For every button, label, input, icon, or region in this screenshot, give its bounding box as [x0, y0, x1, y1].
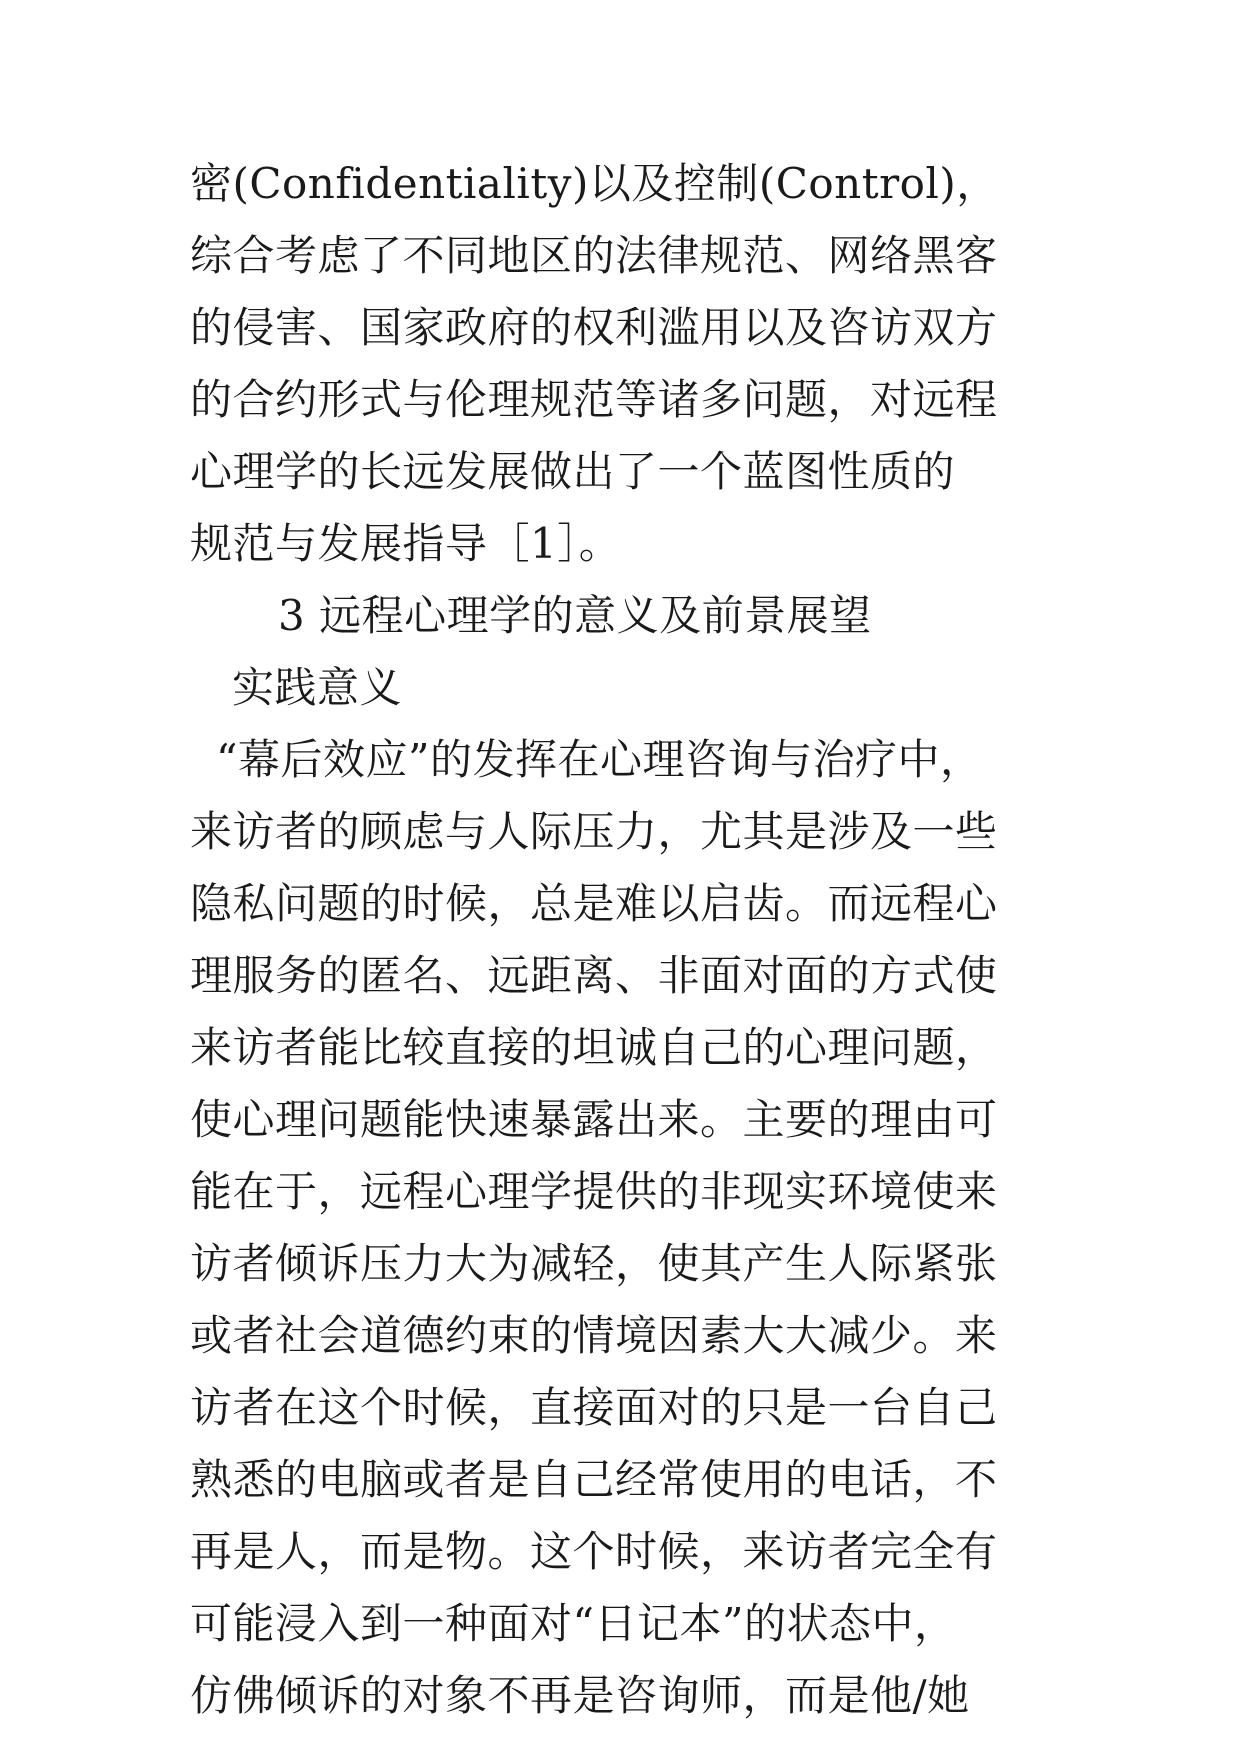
paragraph-1-line-2: 综合考虑了不同地区的法律规范、网络黑客 [190, 231, 998, 280]
paragraph-2-line-1: “幕后效应”的发挥在心理咨询与治疗中， [216, 735, 983, 784]
paragraph-1-line-1: 密(Confidentiality)以及控制(Control)， [190, 159, 999, 208]
subsection-heading: 实践意义 [232, 663, 403, 712]
paragraph-2-line-5: 来访者能比较直接的坦诚自己的心理问题， [190, 1023, 998, 1072]
paragraph-2-line-8: 访者倾诉压力大为减轻，使其产生人际紧张 [190, 1239, 998, 1288]
paragraph-2-line-10: 访者在这个时候，直接面对的只是一台自己 [190, 1383, 998, 1432]
paragraph-2-line-14: 仿佛倾诉的对象不再是咨询师，而是他/她 [190, 1671, 970, 1720]
paragraph-1-line-3: 的侵害、国家政府的权利滥用以及咨访双方 [190, 303, 998, 352]
section-heading: 3 远程心理学的意义及前景展望 [278, 591, 872, 640]
paragraph-2-line-2: 来访者的顾虑与人际压力，尤其是涉及一些 [190, 807, 998, 856]
paragraph-1-line-6: 规范与发展指导［1］。 [190, 519, 622, 568]
paragraph-2-line-4: 理服务的匿名、远距离、非面对面的方式使 [190, 951, 998, 1000]
document-page [190, 148, 1090, 1720]
paragraph-2-line-9: 或者社会道德约束的情境因素大大减少。来 [190, 1311, 998, 1360]
paragraph-2-line-12: 再是人，而是物。这个时候，来访者完全有 [190, 1527, 998, 1576]
paragraph-2-line-13: 可能浸入到一种面对“日记本”的状态中， [190, 1599, 957, 1648]
paragraph-1-line-4: 的合约形式与伦理规范等诸多问题，对远程 [190, 375, 998, 424]
paragraph-2-line-6: 使心理问题能快速暴露出来。主要的理由可 [190, 1095, 998, 1144]
paragraph-1-line-5: 心理学的长远发展做出了一个蓝图性质的 [190, 447, 956, 496]
paragraph-2-line-3: 隐私问题的时候，总是难以启齿。而远程心 [190, 879, 998, 928]
paragraph-2-line-7: 能在于，远程心理学提供的非现实环境使来 [190, 1167, 998, 1216]
paragraph-2-line-11: 熟悉的电脑或者是自己经常使用的电话，不 [190, 1455, 998, 1504]
